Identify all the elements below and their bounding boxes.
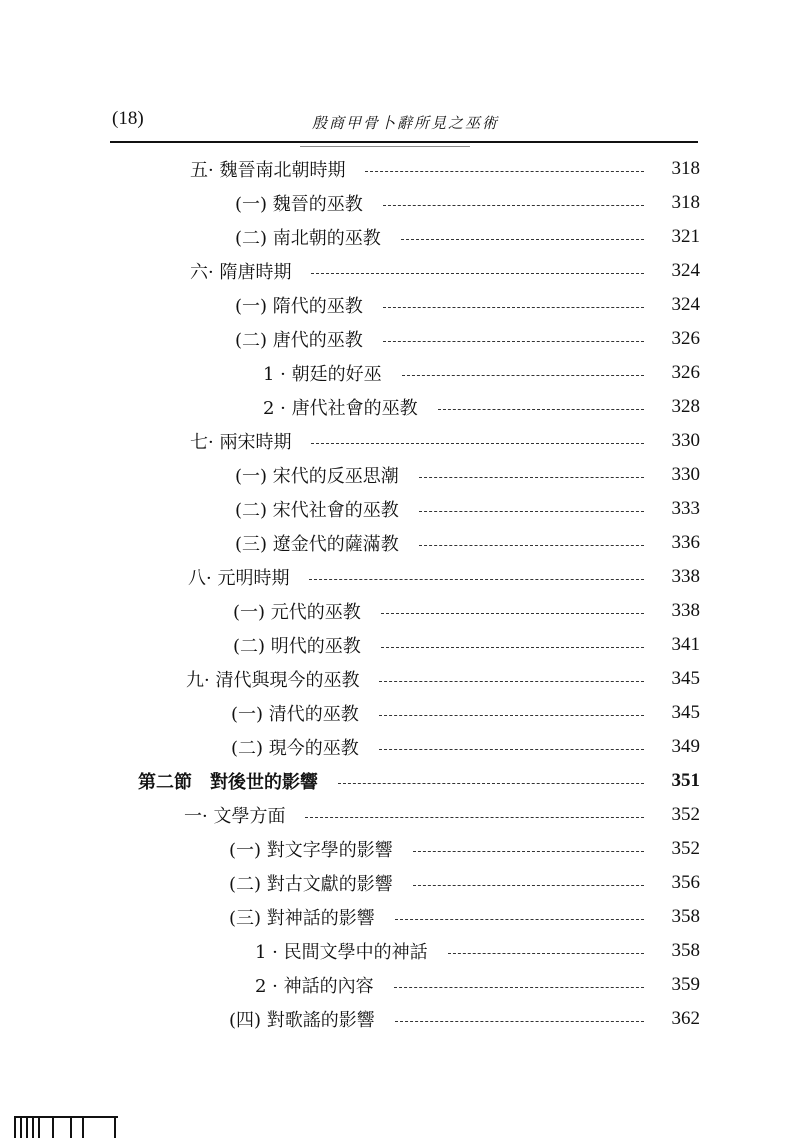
toc-leader [338, 783, 644, 784]
toc-entry [235, 459, 700, 491]
toc-leader [381, 613, 644, 614]
toc-entry-page: 321 [671, 226, 700, 247]
toc-entry [190, 425, 700, 457]
toc-entry [186, 663, 700, 695]
toc-entry-label: 第二節 對後世的影響 [138, 772, 318, 793]
toc-entry [235, 323, 700, 355]
toc-entry [235, 187, 700, 219]
toc-entry [235, 493, 700, 525]
toc-entry-page: 336 [671, 532, 700, 553]
toc-entry-label: 六· 隋唐時期 [190, 262, 292, 283]
page-number: (18) [112, 108, 144, 129]
toc-entry-page: 338 [671, 566, 700, 587]
toc-leader [311, 273, 644, 274]
toc-leader [438, 409, 644, 410]
toc-entry-label: (一) 宋代的反巫思潮 [235, 466, 399, 487]
toc-entry-page: 326 [671, 362, 700, 383]
toc-leader [419, 511, 644, 512]
toc-entry [229, 833, 700, 865]
toc-entry-page: 330 [671, 430, 700, 451]
toc-leader [419, 477, 644, 478]
toc-entry-label: 1 · 民間文學中的神話 [255, 942, 428, 963]
toc-entry [188, 561, 700, 593]
toc-entry [235, 221, 700, 253]
toc-entry-page: 351 [671, 770, 700, 791]
toc-entry-label: 2 · 神話的內容 [255, 976, 374, 997]
toc-entry-label: (二) 宋代社會的巫教 [235, 500, 399, 521]
toc-entry [233, 595, 700, 627]
toc-entry-page: 345 [671, 668, 700, 689]
toc-leader [383, 307, 644, 308]
toc-leader [394, 987, 644, 988]
toc-entry-label: (一) 清代的巫教 [231, 704, 359, 725]
toc-leader [365, 171, 644, 172]
toc-entry [255, 935, 700, 967]
toc-entry [235, 289, 700, 321]
toc-entry-label: (一) 魏晉的巫教 [235, 194, 363, 215]
toc-entry-page: 318 [671, 192, 700, 213]
toc-entry-page: 352 [671, 838, 700, 859]
toc-leader [309, 579, 644, 580]
toc-leader [383, 205, 644, 206]
toc-leader [381, 647, 644, 648]
toc-leader [401, 239, 644, 240]
toc-entry-page: 358 [671, 906, 700, 927]
toc-leader [413, 851, 644, 852]
toc-entry-label: 五· 魏晉南北朝時期 [190, 160, 346, 181]
header-rule [110, 141, 698, 143]
toc-entry [263, 357, 700, 389]
toc-entry-label: (一) 隋代的巫教 [235, 296, 363, 317]
toc-entry-label: 八· 元明時期 [188, 568, 290, 589]
toc-entry-page: 338 [671, 600, 700, 621]
toc-leader [379, 749, 644, 750]
toc-entry-page: 326 [671, 328, 700, 349]
toc-entry-label: (一) 元代的巫教 [233, 602, 361, 623]
toc-leader [448, 953, 644, 954]
toc-leader [395, 919, 644, 920]
toc-leader [383, 341, 644, 342]
toc-entry-label: 七· 兩宋時期 [190, 432, 292, 453]
toc-entry-label: 一· 文學方面 [184, 806, 286, 827]
toc-entry-page: 349 [671, 736, 700, 757]
toc-entry-page: 362 [671, 1008, 700, 1029]
toc-entry-label: (四) 對歌謠的影響 [229, 1010, 375, 1031]
toc-leader [305, 817, 644, 818]
toc-entry-label: 2 · 唐代社會的巫教 [263, 398, 418, 419]
toc-entry-page: 358 [671, 940, 700, 961]
toc-entry-page: 341 [671, 634, 700, 655]
toc-entry-label: 1 · 朝廷的好巫 [263, 364, 382, 385]
toc-entry-page: 318 [671, 158, 700, 179]
header-subrule [300, 146, 470, 147]
toc-entry-page: 356 [671, 872, 700, 893]
toc-entry-label: (三) 遼金代的薩滿教 [235, 534, 399, 555]
toc-entry-label: 九· 清代與現今的巫教 [186, 670, 360, 691]
toc-entry-label: (二) 對古文獻的影響 [229, 874, 393, 895]
toc-leader [379, 681, 644, 682]
toc-entry [231, 731, 700, 763]
toc-leader [395, 1021, 644, 1022]
toc-leader [419, 545, 644, 546]
toc-entry-label: (一) 對文字學的影響 [229, 840, 393, 861]
toc-entry-page: 330 [671, 464, 700, 485]
toc-entry-page: 333 [671, 498, 700, 519]
toc-entry-label: (二) 唐代的巫教 [235, 330, 363, 351]
toc-entry-page: 345 [671, 702, 700, 723]
toc-entry-label: (二) 明代的巫教 [233, 636, 361, 657]
toc-entry [190, 153, 700, 185]
running-title: 殷商甲骨卜辭所見之巫術 [312, 114, 500, 132]
toc-entry-page: 324 [671, 294, 700, 315]
toc-entry-page: 352 [671, 804, 700, 825]
toc-leader [413, 885, 644, 886]
toc-entry [263, 391, 700, 423]
toc-entry [229, 867, 700, 899]
toc-leader [311, 443, 644, 444]
toc-entry [235, 527, 700, 559]
toc-entry [255, 969, 700, 1001]
toc-entry-page: 359 [671, 974, 700, 995]
page-header [112, 108, 700, 140]
toc-entry-page: 324 [671, 260, 700, 281]
toc-entry [138, 765, 700, 797]
toc-entry-label: (三) 對神話的影響 [229, 908, 375, 929]
toc-leader [379, 715, 644, 716]
toc-leader [402, 375, 644, 376]
toc-entry [184, 799, 700, 831]
toc-entry [229, 1003, 700, 1035]
toc-entry [229, 901, 700, 933]
toc-entry-label: (二) 南北朝的巫教 [235, 228, 381, 249]
toc-entry-page: 328 [671, 396, 700, 417]
toc-entry [190, 255, 700, 287]
toc-entry [231, 697, 700, 729]
toc-entry [233, 629, 700, 661]
toc-entry-label: (二) 現今的巫教 [231, 738, 359, 759]
